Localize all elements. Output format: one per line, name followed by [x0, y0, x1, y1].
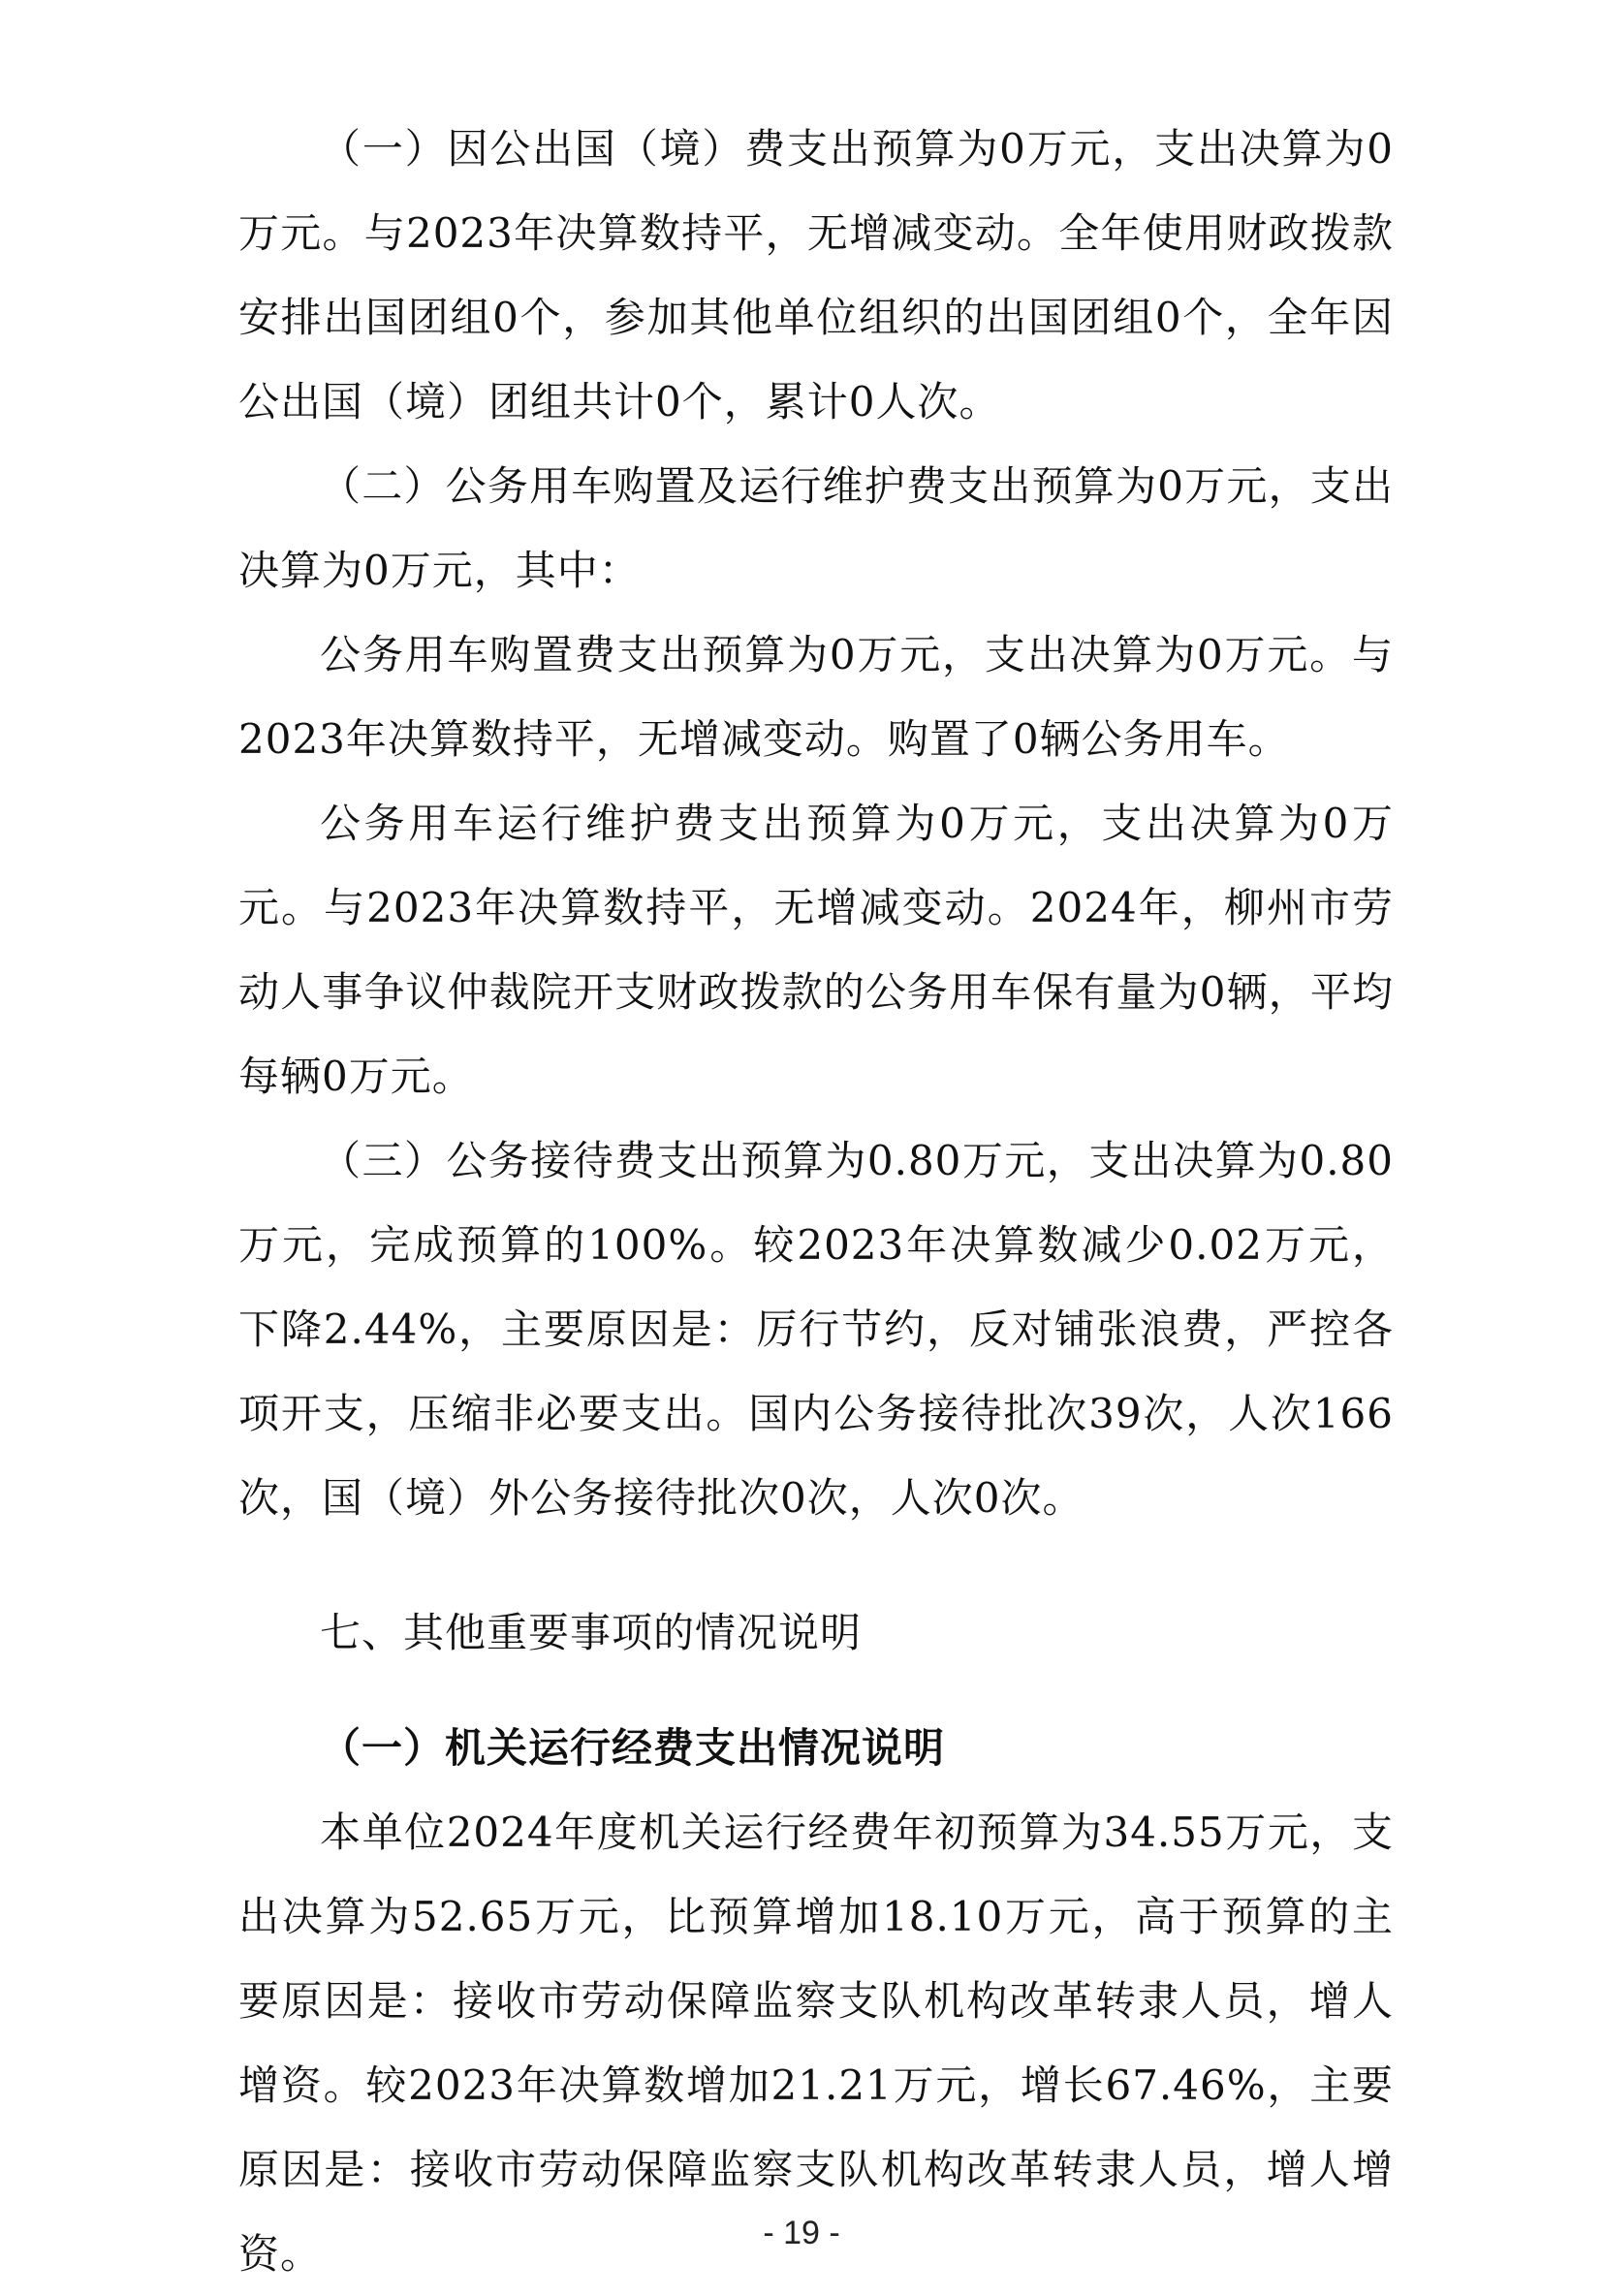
- subsection-heading: （一）机关运行经费支出情况说明: [320, 1724, 946, 1772]
- paragraph-overseas-travel: （一）因公出国（境）费支出预算为0万元，支出决算为0万元。与2023年决算数持平，无增减变动。全年使用财政拨款安排出国团组0个，参加其他单位组织的出国团组0个，全年因公出国（境）团组共计0个，累计0人次。: [238, 125, 1394, 425]
- page-number: - 19 -: [763, 2215, 840, 2251]
- paragraph-reception: （三）公务接待费支出预算为0.80万元，支出决算为0.80万元，完成预算的100%。较2023年决算数减少0.02万元，下降2.44%，主要原因是：厉行节约，反对铺张浪费，严控各项开支，压缩非必要支出。国内公务接待批次39次，人次166次，国（境）外公务接待批次0次，人次0次。: [238, 1137, 1394, 1522]
- paragraph-vehicle-maintenance: 公务用车运行维护费支出预算为0万元，支出决算为0万元。与2023年决算数持平，无增减变动。2024年，柳州市劳动人事争议仲裁院开支财政拨款的公务用车保有量为0辆，平均每辆0万元。: [238, 800, 1394, 1100]
- section-heading: 七、其他重要事项的情况说明: [320, 1609, 863, 1656]
- paragraph-vehicle-total: （二）公务用车购置及运行维护费支出预算为0万元，支出决算为0万元，其中：: [238, 462, 1394, 594]
- page-content: [238, 107, 1394, 2296]
- paragraph-operating-costs: 本单位2024年度机关运行经费年初预算为34.55万元，支出决算为52.65万元，比预算增加18.10万元，高于预算的主要原因是：接收市劳动保障监察支队机构改革转隶人员，增人增资。较2023年决算数增加21.21万元，增长67.46%，主要原因是：接收市劳动保障监察支队机构改革转隶人员，增人增资。: [238, 1808, 1394, 2278]
- paragraph-vehicle-purchase: 公务用车购置费支出预算为0万元，支出决算为0万元。与2023年决算数持平，无增减变动。购置了0辆公务用车。: [238, 631, 1394, 763]
